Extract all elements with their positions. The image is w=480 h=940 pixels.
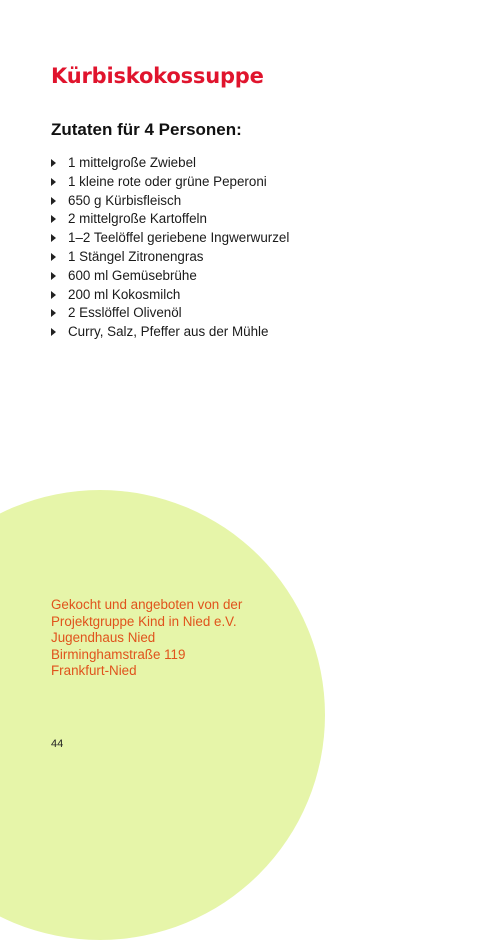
list-item — [51, 323, 289, 342]
ingredient-text: Curry, Salz, Pfeffer aus der Mühle — [68, 324, 269, 340]
bullet-arrow-icon — [51, 159, 56, 167]
decorative-circle — [0, 490, 325, 940]
ingredients-heading: Zutaten für 4 Personen: — [51, 120, 242, 139]
credits-line: Frankfurt-Nied — [51, 663, 137, 679]
credits-line: Jugendhaus Nied — [51, 630, 156, 646]
list-item — [51, 248, 289, 267]
page-number: 44 — [51, 738, 64, 750]
ingredient-text: 2 Esslöffel Olivenöl — [68, 305, 182, 321]
ingredient-text: 200 ml Kokosmilch — [68, 286, 181, 302]
recipe-title: Kürbiskokossuppe — [51, 64, 264, 88]
credits-line: Gekocht und angeboten von der — [51, 597, 243, 612]
ingredient-text: 1 kleine rote oder grüne Peperoni — [68, 173, 267, 189]
ingredients-list — [51, 154, 289, 342]
list-item — [51, 192, 289, 211]
ingredient-text: 600 ml Gemüsebrühe — [68, 267, 197, 283]
bullet-arrow-icon — [51, 272, 56, 280]
credits-block — [51, 597, 242, 680]
list-item — [51, 154, 289, 173]
ingredient-text: 2 mittelgroße Kartoffeln — [68, 211, 207, 227]
bullet-arrow-icon — [51, 178, 56, 186]
ingredient-text: 1 Stängel Zitronengras — [68, 248, 204, 264]
bullet-arrow-icon — [51, 253, 56, 261]
credits-line: Birminghamstraße 119 — [51, 646, 186, 662]
bullet-arrow-icon — [51, 309, 56, 317]
credits-line: Projektgruppe Kind in Nied e.V. — [51, 613, 237, 629]
list-item — [51, 267, 289, 286]
list-item — [51, 304, 289, 323]
bullet-arrow-icon — [51, 215, 56, 223]
list-item — [51, 286, 289, 305]
ingredient-text: 650 g Kürbisfleisch — [68, 192, 182, 208]
bullet-arrow-icon — [51, 197, 56, 205]
list-item — [51, 210, 289, 229]
bullet-arrow-icon — [51, 291, 56, 299]
ingredient-text: 1–2 Teelöffel geriebene Ingwerwurzel — [68, 230, 290, 246]
bullet-arrow-icon — [51, 328, 56, 336]
ingredient-text: 1 mittelgroße Zwiebel — [68, 155, 197, 170]
bullet-arrow-icon — [51, 234, 56, 242]
list-item — [51, 229, 289, 248]
list-item — [51, 173, 289, 192]
